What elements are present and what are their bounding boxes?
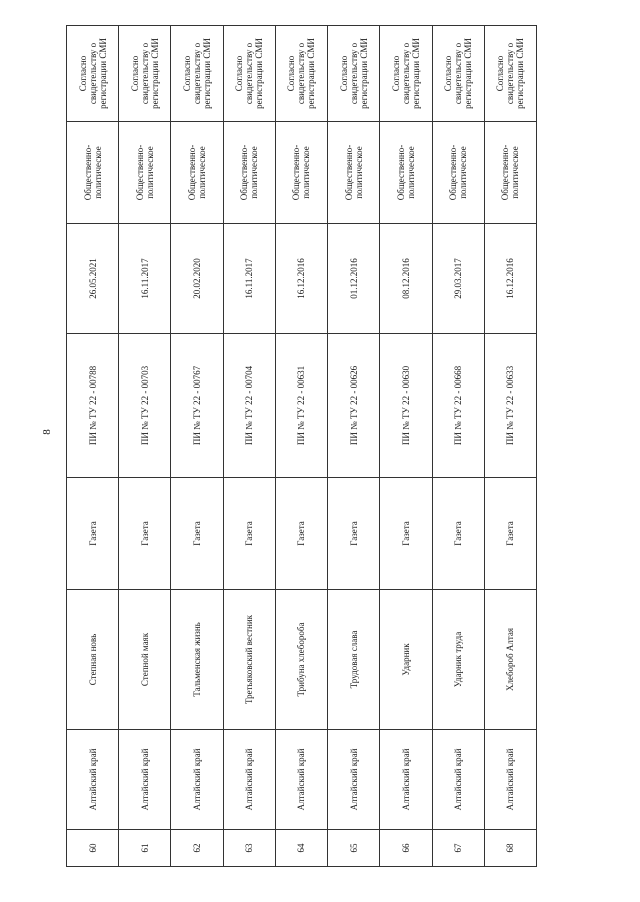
media-name-cell: Тальменская жизнь	[171, 590, 223, 730]
note-cell: Согласно свидетельству о регистрации СМИ	[223, 26, 275, 122]
registration-number-cell: ПИ № ТУ 22 - 00668	[432, 334, 484, 478]
topic-cell: Общественно-политическое	[328, 122, 380, 224]
table-body	[67, 26, 537, 867]
note-cell: Согласно свидетельству о регистрации СМИ	[432, 26, 484, 122]
note-cell: Согласно свидетельству о регистрации СМИ	[328, 26, 380, 122]
table-row	[275, 26, 327, 867]
note-cell: Согласно свидетельству о регистрации СМИ	[484, 26, 536, 122]
registration-number-cell: ПИ № ТУ 22 - 00788	[67, 334, 119, 478]
media-type-cell: Газета	[328, 478, 380, 590]
region-cell: Алтайский край	[67, 730, 119, 830]
row-number: 66	[380, 830, 432, 867]
registration-number-cell: ПИ № ТУ 22 - 00626	[328, 334, 380, 478]
rotated-table-container	[66, 26, 537, 867]
region-cell: Алтайский край	[275, 730, 327, 830]
registration-date-cell: 01.12.2016	[328, 224, 380, 334]
registration-date-cell: 26.05.2021	[67, 224, 119, 334]
topic-cell: Общественно-политическое	[67, 122, 119, 224]
table-row	[223, 26, 275, 867]
media-name-cell: Степная новь	[67, 590, 119, 730]
registration-number-cell: ПИ № ТУ 22 - 00703	[119, 334, 171, 478]
media-name-cell: Хлебороб Алтая	[484, 590, 536, 730]
media-name-cell: Ударник	[380, 590, 432, 730]
region-cell: Алтайский край	[484, 730, 536, 830]
table-row	[432, 26, 484, 867]
registration-number-cell: ПИ № ТУ 22 - 00767	[171, 334, 223, 478]
registration-date-cell: 16.11.2017	[223, 224, 275, 334]
region-cell: Алтайский край	[328, 730, 380, 830]
registration-date-cell: 16.12.2016	[484, 224, 536, 334]
media-name-cell: Ударник труда	[432, 590, 484, 730]
region-cell: Алтайский край	[223, 730, 275, 830]
registration-number-cell: ПИ № ТУ 22 - 00633	[484, 334, 536, 478]
table-row	[484, 26, 536, 867]
region-cell: Алтайский край	[171, 730, 223, 830]
page-number: 8	[41, 429, 53, 435]
region-cell: Алтайский край	[380, 730, 432, 830]
registration-number-cell: ПИ № ТУ 22 - 00630	[380, 334, 432, 478]
media-type-cell: Газета	[432, 478, 484, 590]
table-row	[328, 26, 380, 867]
media-type-cell: Газета	[119, 478, 171, 590]
row-number: 60	[67, 830, 119, 867]
note-cell: Согласно свидетельству о регистрации СМИ	[67, 26, 119, 122]
topic-cell: Общественно-политическое	[275, 122, 327, 224]
table-row	[119, 26, 171, 867]
region-cell: Алтайский край	[119, 730, 171, 830]
media-registry-table	[66, 25, 537, 867]
region-cell: Алтайский край	[432, 730, 484, 830]
media-type-cell: Газета	[223, 478, 275, 590]
note-cell: Согласно свидетельству о регистрации СМИ	[171, 26, 223, 122]
topic-cell: Общественно-политическое	[484, 122, 536, 224]
registration-number-cell: ПИ № ТУ 22 - 00631	[275, 334, 327, 478]
table-row	[171, 26, 223, 867]
media-type-cell: Газета	[380, 478, 432, 590]
row-number: 61	[119, 830, 171, 867]
registration-date-cell: 20.02.2020	[171, 224, 223, 334]
media-type-cell: Газета	[67, 478, 119, 590]
media-type-cell: Газета	[171, 478, 223, 590]
row-number: 63	[223, 830, 275, 867]
topic-cell: Общественно-политическое	[380, 122, 432, 224]
note-cell: Согласно свидетельству о регистрации СМИ	[380, 26, 432, 122]
table-row	[67, 26, 119, 867]
registration-date-cell: 16.12.2016	[275, 224, 327, 334]
topic-cell: Общественно-политическое	[432, 122, 484, 224]
row-number: 64	[275, 830, 327, 867]
media-name-cell: Трудовая слава	[328, 590, 380, 730]
topic-cell: Общественно-политическое	[223, 122, 275, 224]
media-type-cell: Газета	[275, 478, 327, 590]
row-number: 62	[171, 830, 223, 867]
row-number: 67	[432, 830, 484, 867]
registration-date-cell: 29.03.2017	[432, 224, 484, 334]
row-number: 68	[484, 830, 536, 867]
media-name-cell: Степной маяк	[119, 590, 171, 730]
topic-cell: Общественно-политическое	[119, 122, 171, 224]
note-cell: Согласно свидетельству о регистрации СМИ	[119, 26, 171, 122]
table-row	[380, 26, 432, 867]
row-number: 65	[328, 830, 380, 867]
registration-date-cell: 16.11.2017	[119, 224, 171, 334]
media-name-cell: Трибуна хлебороба	[275, 590, 327, 730]
topic-cell: Общественно-политическое	[171, 122, 223, 224]
registration-date-cell: 08.12.2016	[380, 224, 432, 334]
media-name-cell: Третьяковский вестник	[223, 590, 275, 730]
media-type-cell: Газета	[484, 478, 536, 590]
registration-number-cell: ПИ № ТУ 22 - 00704	[223, 334, 275, 478]
note-cell: Согласно свидетельству о регистрации СМИ	[275, 26, 327, 122]
